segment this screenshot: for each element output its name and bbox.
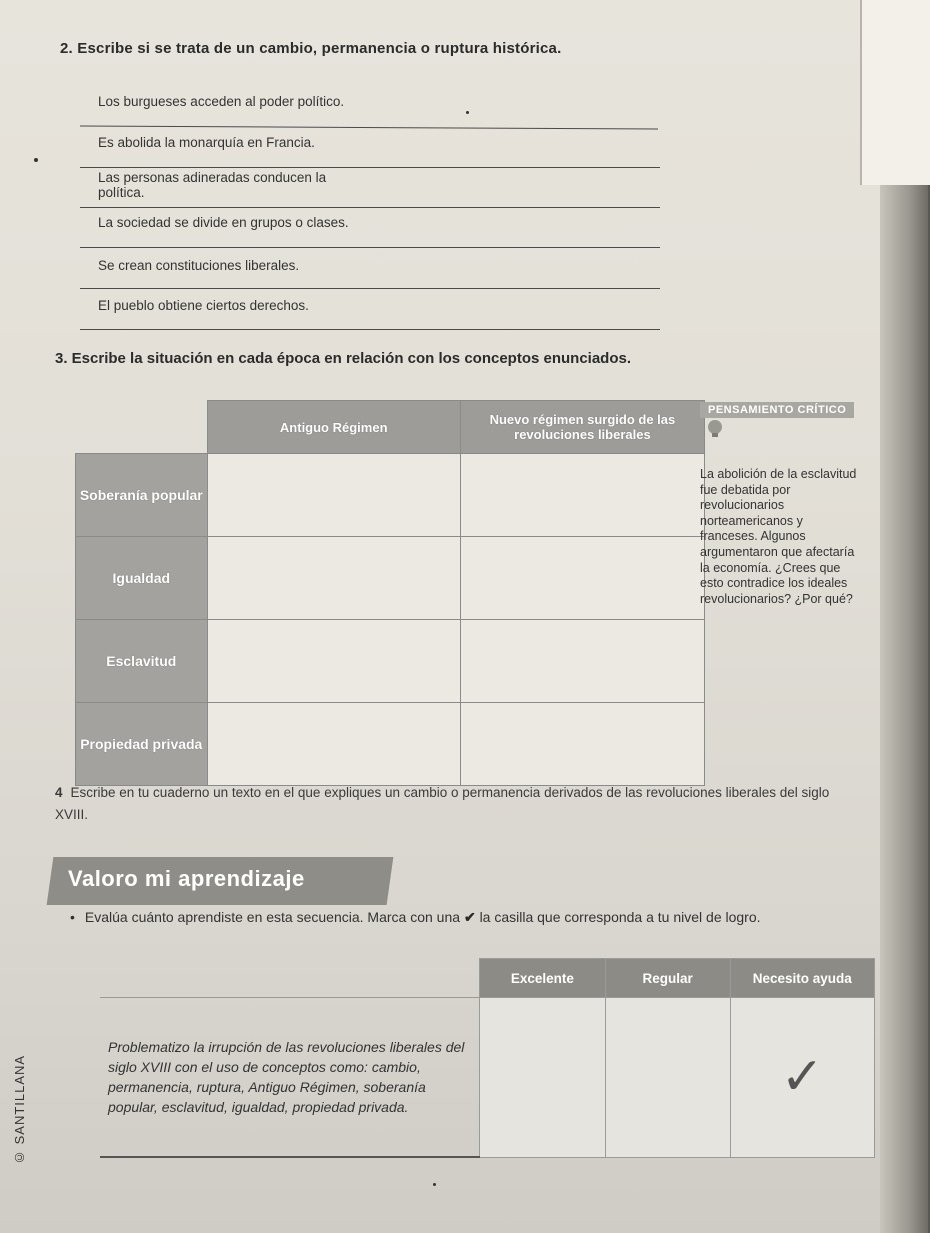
exercise-2-title: 2. Escribe si se trata de un cambio, permanencia o ruptura histórica. — [60, 40, 562, 57]
section-title: Valoro mi aprendizaje — [68, 866, 305, 891]
answer-line[interactable] — [80, 247, 660, 248]
ink-dot — [433, 1183, 436, 1186]
exercise-4 — [55, 782, 845, 826]
row-header-slavery: Esclavitud — [76, 620, 208, 703]
check-cell-excellent[interactable] — [480, 998, 605, 1158]
column-header-old-regime: Antiguo Régimen — [207, 401, 460, 454]
level-header-regular: Regular — [605, 959, 730, 998]
answer-cell[interactable] — [207, 620, 460, 703]
answer-cell[interactable] — [460, 537, 704, 620]
bullet-icon: • — [70, 909, 75, 925]
check-cell-regular[interactable] — [605, 998, 730, 1158]
answer-line[interactable] — [80, 288, 660, 289]
self-assessment-table — [100, 958, 875, 1158]
row-header-equality: Igualdad — [76, 537, 208, 620]
exercise-3-title: 3. Escribe la situación en cada época en relación con los conceptos enunciados. — [55, 350, 632, 367]
level-header-excellent: Excelente — [480, 959, 605, 998]
critical-thinking-badge: PENSAMIENTO CRÍTICO — [700, 402, 854, 418]
instructions-text: Evalúa cuánto aprendiste en esta secuencia. Marca con una — [84, 909, 461, 925]
level-header-need-help: Necesito ayuda — [730, 959, 874, 998]
answer-line[interactable] — [80, 125, 658, 129]
answer-cell[interactable] — [460, 620, 704, 703]
handwritten-check-icon: ✓ — [780, 1047, 825, 1108]
answer-cell[interactable] — [207, 703, 460, 786]
background-tile — [860, 0, 930, 185]
critical-thinking-text: La abolición de la esclavitud fue debatida por revolucionarios norteamericanos y franceses. Algunos argumentaron que afectaría la economía. ¿Crees que esto contradice los ideales revolucionarios? ¿Por qué? — [700, 467, 857, 606]
instructions-text-end: la casilla que corresponda a tu nivel de logro. — [479, 909, 761, 925]
exercise-2-item: Los burgueses acceden al poder político. — [98, 94, 345, 109]
lightbulb-icon — [704, 418, 726, 445]
column-header-new-regime: Nuevo régimen surgido de las revoluciones liberales — [460, 401, 704, 454]
answer-line[interactable] — [80, 167, 660, 168]
self-assessment-instructions — [70, 905, 860, 929]
concepts-table — [75, 400, 705, 786]
answer-cell[interactable] — [460, 454, 704, 537]
ink-dot — [34, 158, 38, 162]
exercise-2-item: Es abolida la monarquía en Francia. — [98, 135, 315, 150]
publisher-mark: © SANTILLANA — [12, 1054, 27, 1165]
exercise-2-item: Se crean constituciones liberales. — [98, 258, 300, 273]
row-header-private-property: Propiedad privada — [76, 703, 208, 786]
answer-cell[interactable] — [207, 537, 460, 620]
table-corner — [100, 959, 480, 998]
exercise-4-number: 4 — [55, 785, 63, 800]
answer-cell[interactable] — [460, 703, 704, 786]
answer-cell[interactable] — [207, 454, 460, 537]
table-corner — [76, 401, 208, 454]
critical-thinking-box — [700, 400, 860, 607]
row-header-popular-sovereignty: Soberanía popular — [76, 454, 208, 537]
ink-dot — [466, 111, 469, 114]
check-cell-need-help[interactable] — [730, 998, 874, 1158]
criterion-text: Problematizo la irrupción de las revoluciones liberales del siglo XVIII con el uso de conceptos como: cambio, permanencia, ruptura, Antiguo Régimen, soberanía popular, esclavitud, igualdad, propiedad privada. — [100, 998, 480, 1158]
exercise-2-item: El pueblo obtiene ciertos derechos. — [98, 298, 309, 313]
exercise-4-text: Escribe en tu cuaderno un texto en el que expliques un cambio o permanencia derivados de las revoluciones liberales del siglo XVIII. — [55, 785, 830, 822]
answer-line[interactable] — [80, 329, 660, 330]
answer-line[interactable] — [80, 207, 660, 208]
exercise-2-item: La sociedad se divide en grupos o clases. — [98, 215, 349, 230]
checkmark-icon: ✔ — [463, 909, 476, 925]
exercise-2-item: Las personas adineradas conducen la política. — [98, 170, 327, 200]
